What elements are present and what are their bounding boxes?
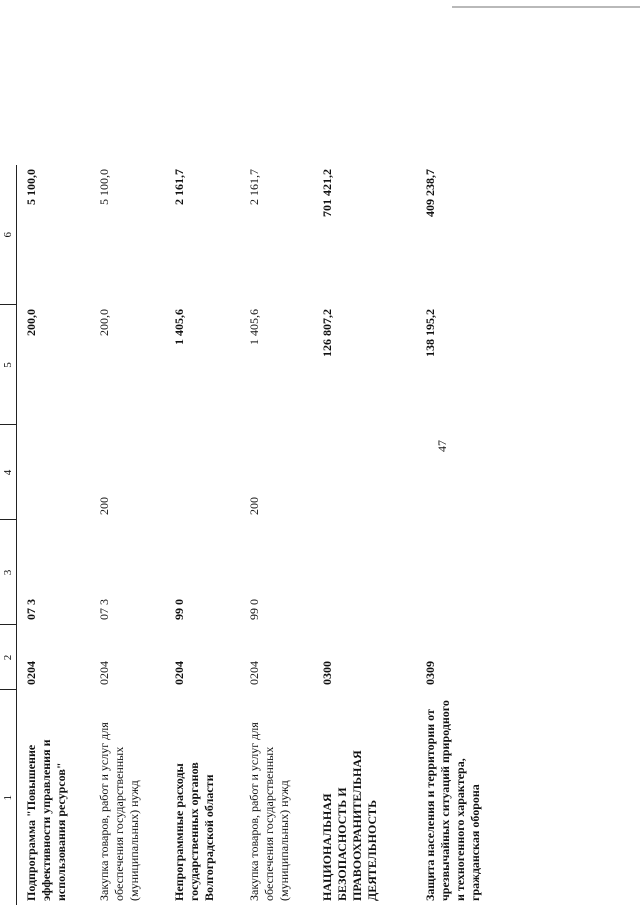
- expense-type: 200: [97, 497, 111, 515]
- target-code: [416, 520, 523, 625]
- col-header-5: 5: [0, 305, 17, 425]
- amount-6: 2 161,7: [172, 169, 186, 205]
- table-row: [240, 165, 313, 905]
- col-header-4: 4: [0, 425, 17, 520]
- section-code: 0204: [247, 661, 261, 685]
- row-name: Непрограммные расходы государственных органов Волгоградской области: [172, 762, 216, 901]
- section-code: 0204: [24, 661, 38, 685]
- section-code: 0204: [172, 661, 186, 685]
- amount-5: 1 405,6: [172, 309, 186, 345]
- table-row: [165, 165, 240, 905]
- expense-type: [165, 425, 240, 520]
- table-row: [313, 165, 416, 905]
- row-name: НАЦИОНАЛЬНАЯ БЕЗОПАСНОСТЬ И ПРАВООХРАНИТЕЛЬНАЯ ДЕЯТЕЛЬНОСТЬ: [320, 750, 379, 901]
- amount-5: 138 195,2: [423, 309, 437, 357]
- row-name: Закупка товаров, работ и услуг для обеспечения государственных (муниципальных) нужд: [97, 722, 141, 901]
- rotated-budget-table: [0, 165, 536, 905]
- amount-6: 701 421,2: [320, 169, 334, 217]
- col-header-1: 1: [0, 690, 17, 905]
- target-code: 99 0: [172, 599, 186, 620]
- table-row: [17, 165, 91, 905]
- column-number-row: [0, 165, 17, 905]
- page-number: 47: [435, 440, 449, 452]
- expense-type: [416, 425, 523, 520]
- target-code: 99 0: [247, 599, 261, 620]
- row-name: Подпрограмма "Повышение эффективности управления и использования ресурсов": [24, 739, 68, 901]
- section-code: 0204: [97, 661, 111, 685]
- row-name: Защита населения и территории от чрезвычайных ситуаций природного и техногенного характера, гражданская оборона: [423, 700, 482, 901]
- amount-5: 1 405,6: [247, 309, 261, 345]
- expense-type: 200: [247, 497, 261, 515]
- target-code: [313, 520, 416, 625]
- target-code: 07 3: [24, 599, 38, 620]
- table-row: [416, 165, 523, 905]
- top-edge-line: [452, 6, 640, 8]
- amount-6: 5 100,0: [24, 169, 38, 205]
- section-code: 0300: [320, 661, 334, 685]
- budget-table: [0, 165, 523, 905]
- expense-type: [17, 425, 91, 520]
- section-code: 0309: [423, 661, 437, 685]
- amount-5: 200,0: [24, 309, 38, 336]
- expense-type: [313, 425, 416, 520]
- amount-6: 5 100,0: [97, 169, 111, 205]
- amount-6: 2 161,7: [247, 169, 261, 205]
- row-name: Закупка товаров, работ и услуг для обеспечения государственных (муниципальных) нужд: [247, 722, 291, 901]
- amount-5: 200,0: [97, 309, 111, 336]
- col-header-6: 6: [0, 165, 17, 305]
- col-header-2: 2: [0, 625, 17, 690]
- amount-6: 409 238,7: [423, 169, 437, 217]
- table-row: [90, 165, 165, 905]
- amount-5: 126 807,2: [320, 309, 334, 357]
- col-header-3: 3: [0, 520, 17, 625]
- target-code: 07 3: [97, 599, 111, 620]
